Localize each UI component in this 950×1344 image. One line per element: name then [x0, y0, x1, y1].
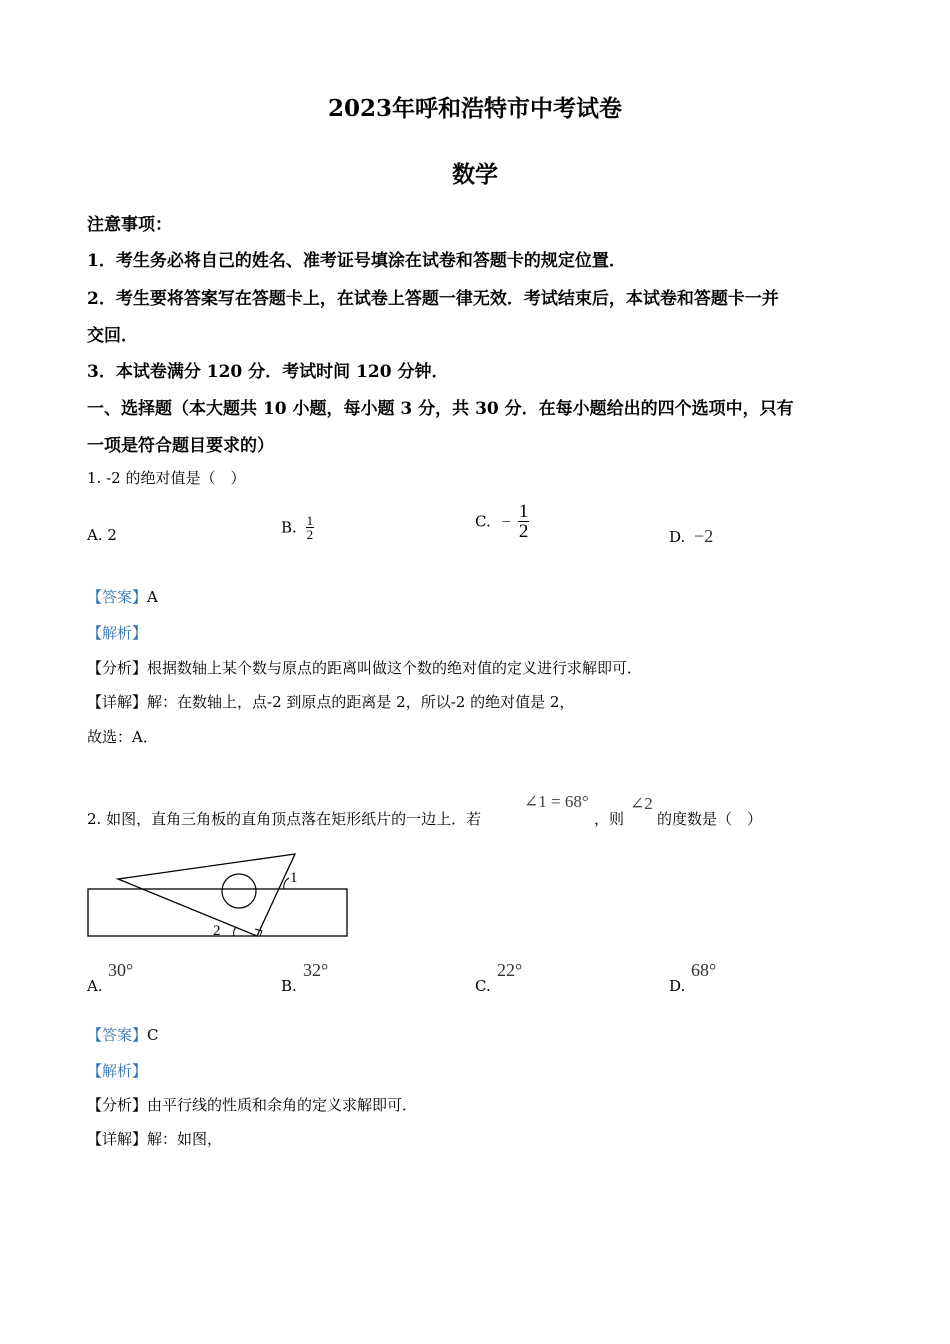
q1-answer	[87, 586, 158, 607]
angle-2-arc	[234, 927, 236, 936]
q2-answer	[87, 1024, 159, 1045]
section-heading-line-2: 一项是符合题目要求的）	[87, 436, 274, 456]
figure-label-1: 1	[290, 870, 298, 886]
q1-option-c-label: C.	[475, 512, 491, 531]
triangle-ruler	[118, 854, 295, 936]
fenxi-tag: 【分析】	[87, 1096, 148, 1114]
q1-option-d-label: D.	[669, 528, 686, 546]
q2-stem-angle-1: ∠1 = 68°	[524, 792, 589, 811]
q1-conclusion: 故选：A．	[87, 728, 158, 746]
q1-xiangjie	[87, 691, 574, 712]
fenxi-tag: 【分析】	[87, 659, 148, 677]
fenxi-text: 由平行线的性质和余角的定义求解即可．	[147, 1096, 418, 1114]
q2-xiangjie	[87, 1128, 222, 1149]
q1-option-a: A. 2	[87, 526, 117, 544]
section-heading-line-1: 一、选择题（本大题共 10 小题，每小题 3 分，共 30 分．在每小题给出的四个选项中，只有	[87, 399, 794, 419]
q2-analysis-tag: 【解析】	[87, 1062, 148, 1080]
q1-fenxi	[87, 657, 642, 678]
figure-label-2: 2	[213, 923, 221, 939]
q2-option-b-value: 32°	[303, 960, 329, 980]
xiangjie-tag: 【详解】	[87, 1130, 148, 1148]
notice-item-1: 1．考生务必将自己的姓名、准考证号填涂在试卷和答题卡的规定位置．	[87, 251, 626, 271]
q2-option-c-value: 22°	[497, 960, 523, 980]
fraction-denominator: 2	[306, 527, 314, 542]
fraction-denominator: 2	[518, 521, 529, 542]
q2-option-a-value: 30°	[108, 960, 134, 980]
xiangjie-text: 解：如图，	[147, 1130, 223, 1148]
q1-option-d	[669, 526, 713, 547]
q2-option-d-label: D.	[669, 977, 686, 995]
notice-item-2-line-1: 2．考生要将答案写在答题卡上，在试卷上答题一律无效．考试结束后，本试卷和答题卡一并	[87, 289, 779, 309]
q1-option-c-fraction	[518, 502, 530, 541]
q1-option-c	[475, 502, 529, 541]
q2-stem-angle-2: ∠2	[630, 794, 653, 813]
q1-option-b-label: B.	[281, 518, 297, 537]
q2-option-b-label: B.	[281, 977, 297, 995]
q1-analysis-tag: 【解析】	[87, 624, 148, 642]
q2-stem-part-3: 的度数是（ ）	[657, 810, 763, 828]
notice-item-3: 3．本试卷满分 120 分．考试时间 120 分钟．	[87, 362, 449, 382]
fraction-numerator: 1	[306, 513, 314, 528]
xiangjie-tag: 【详解】	[87, 693, 148, 711]
answer-value: A	[147, 588, 158, 606]
answer-tag: 【答案】	[87, 1026, 148, 1044]
q2-option-a-label: A.	[87, 977, 103, 995]
ruler-hole	[222, 874, 256, 908]
q1-option-c-sign: −	[501, 511, 512, 531]
subject-title: 数学	[452, 161, 498, 188]
fenxi-text: 根据数轴上某个数与原点的距离叫做这个数的绝对值的定义进行求解即可．	[147, 659, 643, 677]
q1-stem: 1. -2 的绝对值是（ ）	[87, 469, 246, 487]
xiangjie-text: 解：在数轴上，点-2 到原点的距离是 2，所以-2 的绝对值是 2，	[147, 693, 575, 711]
q2-figure	[86, 850, 352, 942]
notice-heading: 注意事项：	[87, 215, 172, 235]
fraction-numerator: 1	[518, 501, 529, 522]
q1-option-b-fraction	[306, 514, 315, 541]
q1-option-d-value: −2	[694, 526, 714, 546]
q1-option-b	[281, 514, 314, 541]
answer-value: C	[147, 1026, 159, 1044]
answer-tag: 【答案】	[87, 588, 148, 606]
q2-option-c-label: C.	[475, 977, 491, 995]
q2-stem-part-2: ，则	[594, 810, 625, 828]
angle-1-arc	[284, 878, 289, 889]
q2-fenxi	[87, 1094, 417, 1115]
q2-stem-part-1: 2. 如图，直角三角板的直角顶点落在矩形纸片的一边上．若	[87, 810, 482, 828]
page-title: 2023年呼和浩特市中考试卷	[327, 95, 622, 122]
notice-item-2-line-2: 交回．	[87, 326, 138, 346]
q2-option-d-value: 68°	[691, 960, 717, 980]
